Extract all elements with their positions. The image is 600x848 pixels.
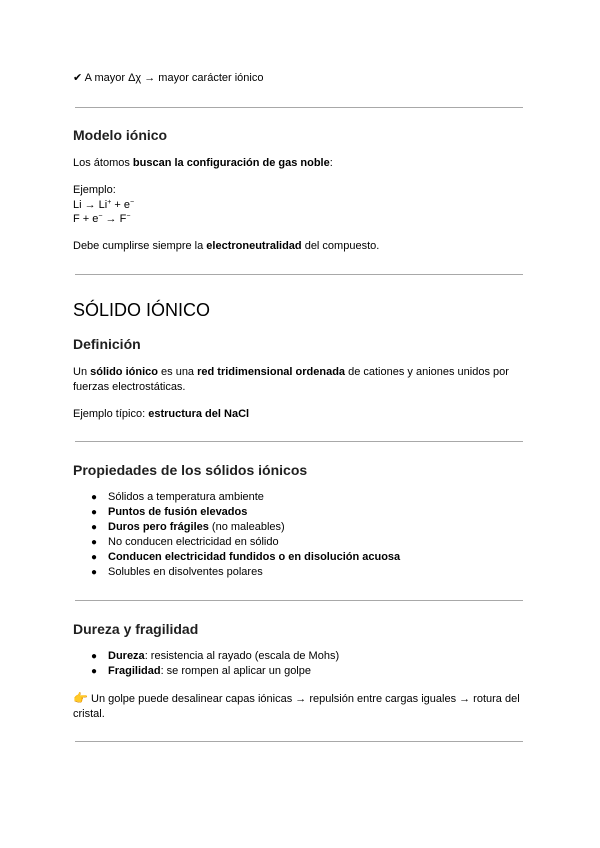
bullet-icon: ● <box>91 552 98 563</box>
bullet-icon: ● <box>91 507 98 518</box>
list-item: ● Conducen electricidad fundidos o en disolución acuosa <box>91 551 401 563</box>
bullet-icon: ● <box>91 522 98 533</box>
list-item: ● Sólidos a temperatura ambiente <box>91 491 264 503</box>
list-item: ● Duros pero frágiles (no maleables) <box>91 521 285 533</box>
ejemplo-paragraph: Ejemplo típico: estructura del NaCl <box>73 408 250 420</box>
divider <box>75 274 523 275</box>
bullet-icon: ● <box>91 537 98 548</box>
check-icon: ✔ <box>73 72 83 84</box>
dureza-list <box>73 649 339 679</box>
example-label: Ejemplo: <box>73 184 116 196</box>
intro-text: A mayor Δχ → mayor carácter iónico <box>84 72 264 84</box>
section-heading-dureza: Dureza y fragilidad <box>73 621 199 637</box>
list-item: ● Fragilidad: se rompen al aplicar un golpe <box>91 665 311 677</box>
propiedades-list <box>73 490 400 580</box>
page-title: SÓLIDO IÓNICO <box>73 300 211 320</box>
example-equation-1: Li → Li+ + e− <box>73 199 135 211</box>
pointing-hand-icon: 👉 <box>73 691 88 705</box>
intro-line <box>73 71 263 86</box>
section-heading-modelo: Modelo iónico <box>73 127 168 143</box>
divider <box>75 741 523 742</box>
list-item: ● Dureza: resistencia al rayado (escala de Mohs) <box>91 650 340 662</box>
bullet-icon: ● <box>91 666 98 677</box>
divider <box>75 441 523 442</box>
modelo-paragraph-2: Debe cumplirse siempre la electroneutralidad del compuesto. <box>73 240 380 252</box>
divider <box>75 600 523 601</box>
definicion-paragraph: Un sólido iónico es una red tridimensional ordenada de cationes y aniones unidos por fuerzas electrostáticas. <box>73 366 509 393</box>
modelo-paragraph-1: Los átomos buscan la configuración de gas noble: <box>73 157 333 169</box>
dureza-note: 👉 Un golpe puede desalinear capas iónicas → repulsión entre cargas iguales → rotura del cristal. <box>73 691 520 720</box>
example-equation-2: F + e− → F− <box>73 213 131 225</box>
section-heading-definicion: Definición <box>73 336 141 352</box>
bullet-icon: ● <box>91 492 98 503</box>
list-item: ● Solubles en disolventes polares <box>91 566 263 578</box>
bullet-icon: ● <box>91 567 98 578</box>
list-item: ● No conducen electricidad en sólido <box>91 536 279 548</box>
modelo-bold-text: buscan la configuración de gas noble <box>132 157 330 169</box>
divider <box>75 107 523 108</box>
list-item: ● Puntos de fusión elevados <box>91 506 248 518</box>
bullet-icon: ● <box>91 651 98 662</box>
section-heading-propiedades: Propiedades de los sólidos iónicos <box>73 462 308 478</box>
